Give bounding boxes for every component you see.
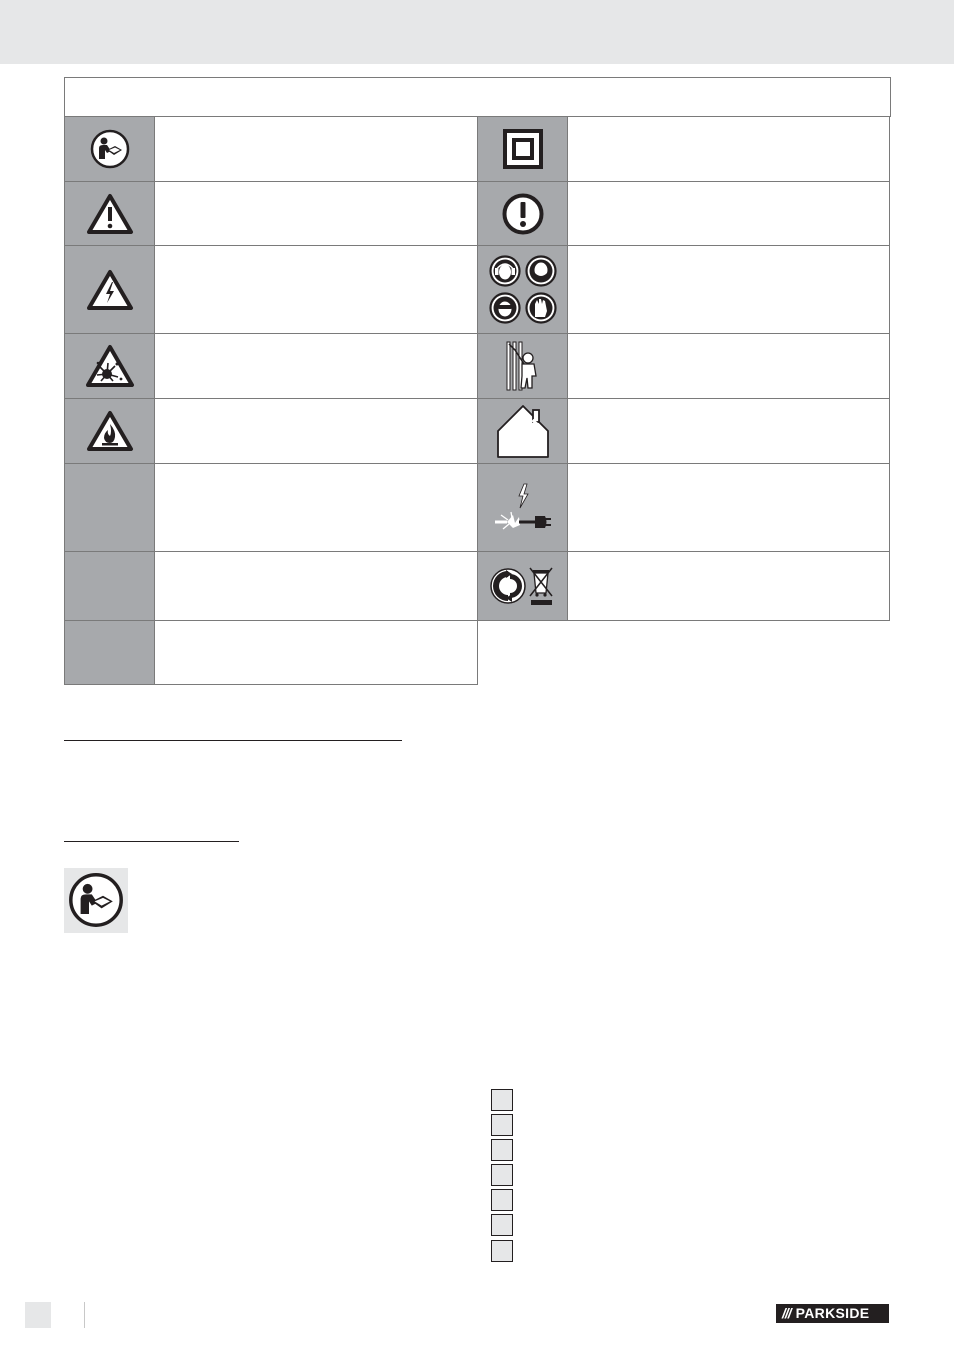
symbol-description [567, 116, 890, 182]
footer-divider [84, 1302, 85, 1328]
manual-icon-box [64, 868, 128, 933]
symbol-table-header [64, 77, 891, 117]
symbol-cell-protective-equipment [477, 245, 568, 334]
crossed-bin-icon [530, 568, 552, 605]
symbol-description [154, 333, 478, 399]
symbol-description [154, 181, 478, 246]
symbol-description [154, 245, 478, 334]
double-insulation-icon [503, 129, 543, 169]
symbol-description [567, 551, 890, 621]
symbol-cell-warning [64, 181, 155, 246]
symbol-cell-fire [64, 398, 155, 464]
part-number-box [491, 1139, 513, 1161]
symbol-description [567, 333, 890, 399]
dust-mask-icon [526, 256, 555, 285]
mandatory-attention-icon [502, 193, 544, 235]
part-number-box [491, 1164, 513, 1186]
symbol-cell-indoor [477, 398, 568, 464]
part-number-box [491, 1240, 513, 1262]
damaged-cable-unplug-icon [493, 482, 553, 534]
symbol-description [567, 463, 890, 552]
symbol-cell-damaged-cable [477, 463, 568, 552]
part-number-box [491, 1214, 513, 1236]
part-number-box [491, 1089, 513, 1111]
symbol-description [154, 398, 478, 464]
header-band [0, 0, 954, 64]
symbol-cell-attention [477, 181, 568, 246]
symbol-cell-children [477, 333, 568, 399]
symbol-description [154, 116, 478, 182]
symbol-cell-disposal [477, 551, 568, 621]
protective-gloves-icon [526, 293, 555, 322]
part-number-box [491, 1189, 513, 1211]
symbol-cell-explosion [64, 333, 155, 399]
symbol-description [154, 620, 478, 685]
symbol-cell-electric [64, 245, 155, 334]
part-number-box [491, 1114, 513, 1136]
symbol-description [567, 181, 890, 246]
electric-shock-warning-icon [86, 269, 134, 311]
section-heading-underline [64, 740, 402, 741]
parkside-logo [776, 1304, 889, 1323]
logo-text: PARKSIDE [795, 1305, 870, 1321]
symbol-cell-empty [64, 551, 155, 621]
protective-equipment-icons [489, 254, 557, 326]
read-manual-icon [68, 872, 124, 928]
symbol-cell-empty [64, 620, 155, 685]
symbol-description [154, 551, 478, 621]
symbol-cell-read-manual [64, 116, 155, 182]
ear-protection-icon [490, 256, 519, 285]
symbol-cell-empty [64, 463, 155, 552]
symbol-description [567, 398, 890, 464]
green-dot-icon [491, 569, 525, 603]
logo-slashes: /// [782, 1305, 791, 1321]
eye-protection-icon [490, 293, 519, 322]
symbol-description [567, 245, 890, 334]
indoor-use-only-icon [496, 403, 550, 459]
recycling-disposal-icons [490, 565, 556, 607]
explosion-warning-icon [85, 344, 135, 388]
symbol-description [154, 463, 478, 552]
section-heading-underline [64, 841, 239, 842]
warning-triangle-icon [86, 193, 134, 235]
keep-children-away-icon [503, 340, 543, 392]
read-manual-icon [90, 129, 130, 169]
page-number-box [25, 1302, 51, 1328]
fire-warning-icon [86, 410, 134, 452]
symbol-cell-double-insulation [477, 116, 568, 182]
